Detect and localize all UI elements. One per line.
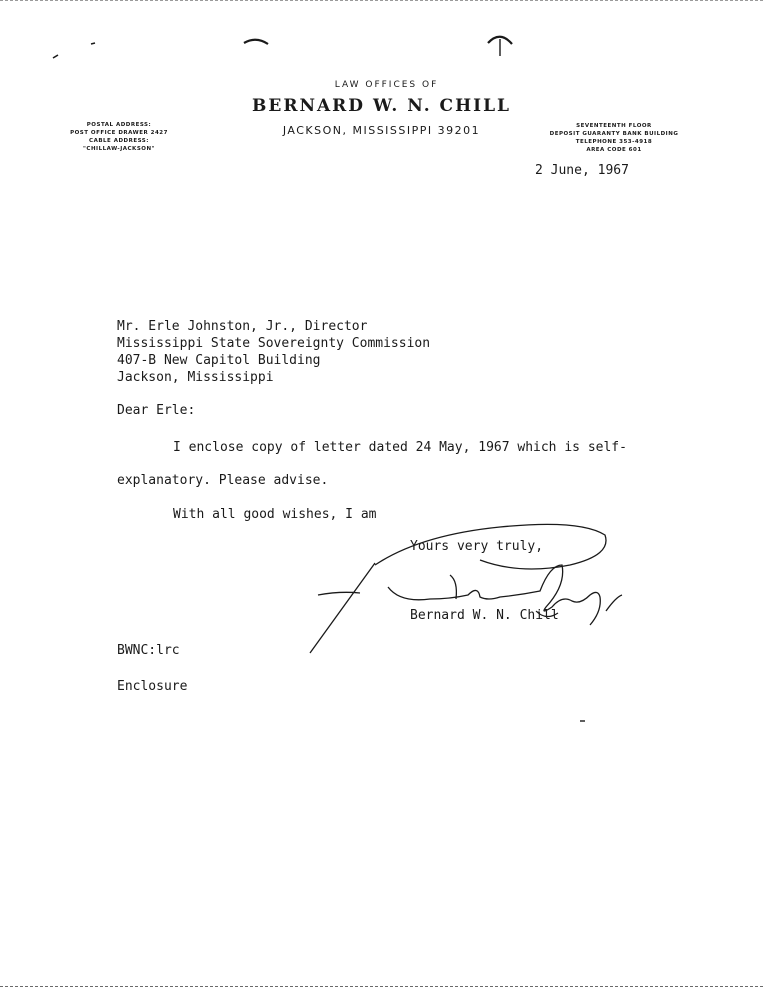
address-line: Jackson, Mississippi [117, 370, 274, 385]
top-edge-line [0, 0, 763, 1]
postal-line: CABLE ADDRESS: [89, 138, 149, 144]
office-line: SEVENTEENTH FLOOR [576, 123, 652, 129]
complimentary-closing: Yours very truly, [410, 539, 544, 554]
recipient-address [117, 318, 430, 386]
enclosure-note: Enclosure [117, 679, 188, 694]
postal-address-block [52, 121, 186, 153]
address-line: 407-B New Capitol Building [117, 353, 321, 368]
office-line: DEPOSIT GUARANTY BANK BUILDING [549, 131, 679, 137]
letterhead-kicker: LAW OFFICES OF [334, 80, 439, 90]
office-line: TELEPHONE 353-4918 [575, 139, 653, 145]
postal-line: POSTAL ADDRESS: [86, 122, 152, 128]
postal-line: POST OFFICE DRAWER 2427 [70, 130, 168, 136]
paragraph-1-line-2: explanatory. Please advise. [117, 473, 329, 488]
handwritten-signature [300, 515, 640, 655]
signer-name: Bernard W. N. Chill [410, 608, 559, 623]
letterhead-firm-name: BERNARD W. N. CHILL [252, 96, 511, 116]
paragraph-2: With all good wishes, I am [173, 507, 377, 522]
office-line: AREA CODE 601 [586, 147, 642, 153]
office-address-block [534, 122, 694, 154]
letterhead-city: JACKSON, MISSISSIPPI 39201 [282, 124, 481, 137]
address-line: Mr. Erle Johnston, Jr., Director [117, 319, 368, 334]
address-line: Mississippi State Sovereignty Commission [117, 336, 431, 351]
bottom-edge-line [0, 986, 763, 987]
postal-line: "CHILLAW-JACKSON" [83, 146, 155, 152]
paragraph-1-line-1: I enclose copy of letter dated 24 May, 1967 which is self- [173, 440, 627, 455]
salutation: Dear Erle: [117, 403, 196, 418]
letter-date: 2 June, 1967 [535, 163, 629, 178]
reference-initials: BWNC:lrc [117, 643, 180, 658]
